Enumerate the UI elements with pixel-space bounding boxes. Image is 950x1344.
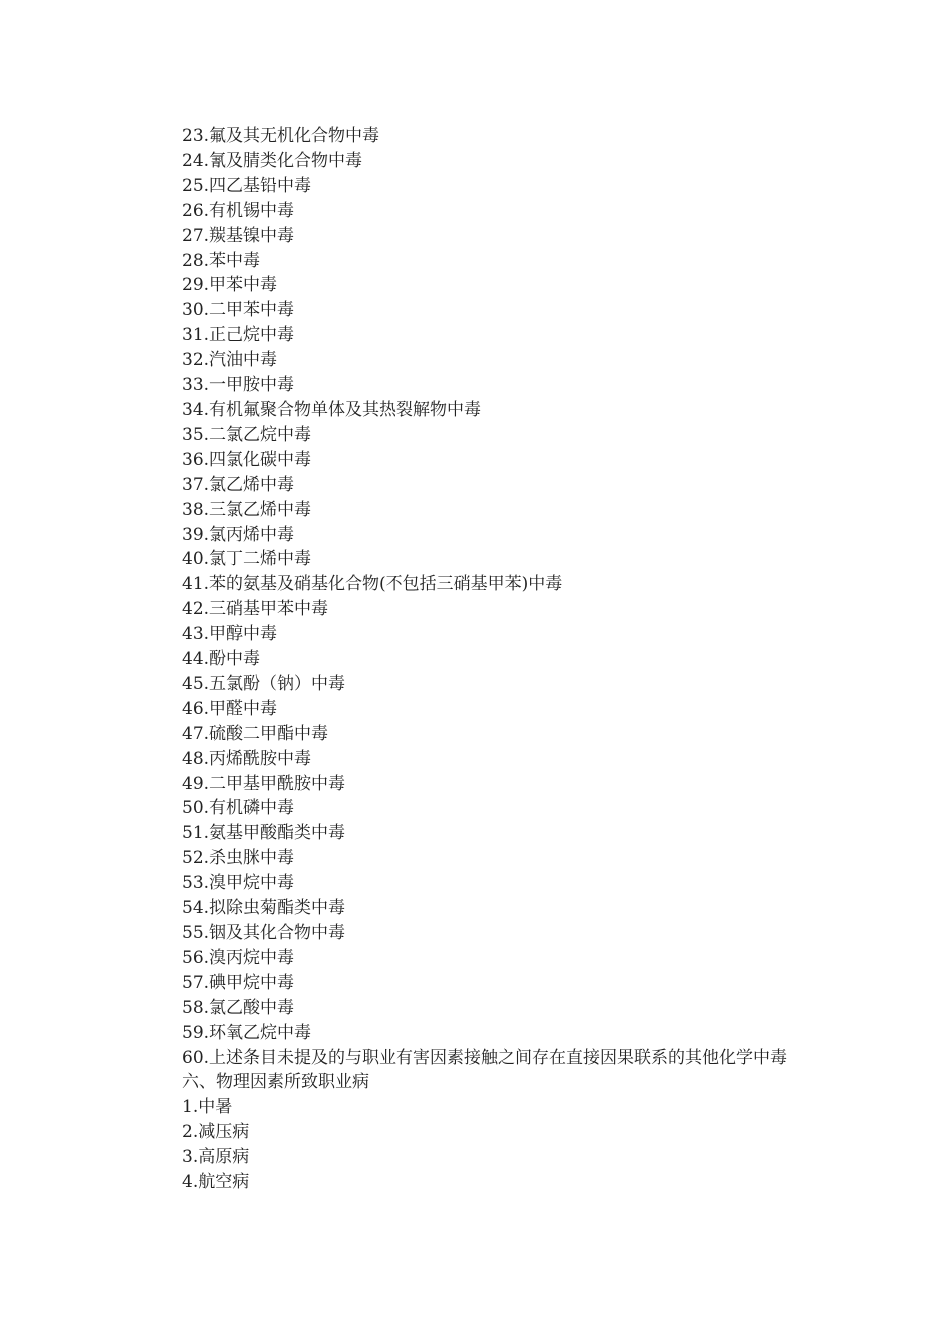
list-item: 38.三氯乙烯中毒: [182, 499, 312, 520]
list-item: 25.四乙基铅中毒: [182, 175, 312, 196]
list-item: 44.酚中毒: [182, 649, 261, 670]
list-item: 50.有机磷中毒: [182, 798, 295, 819]
list-item: 40.氯丁二烯中毒: [182, 549, 312, 570]
list-item: 51.氨基甲酸酯类中毒: [182, 823, 346, 844]
section-heading: 六、物理因素所致职业病: [182, 1072, 369, 1093]
list-item: 48.丙烯酰胺中毒: [182, 748, 312, 769]
list-item: 29.甲苯中毒: [182, 275, 278, 296]
list-item: 58.氯乙酸中毒: [182, 997, 295, 1018]
list-item: 2.减压病: [182, 1122, 250, 1143]
list-item: 43.甲醇中毒: [182, 624, 278, 645]
list-item: 32.汽油中毒: [182, 350, 278, 371]
list-item: 27.羰基镍中毒: [182, 225, 295, 246]
list-item: 57.碘甲烷中毒: [182, 972, 295, 993]
list-item: 56.溴丙烷中毒: [182, 947, 295, 968]
list-item: 35.二氯乙烷中毒: [182, 424, 312, 445]
list-item: 52.杀虫脒中毒: [182, 848, 295, 869]
list-item: 1.中暑: [182, 1097, 233, 1118]
list-item: 45.五氯酚（钠）中毒: [182, 673, 346, 694]
list-item: 60.上述条目未提及的与职业有害因素接触之间存在直接因果联系的其他化学中毒: [182, 1047, 788, 1068]
list-item: 53.溴甲烷中毒: [182, 873, 295, 894]
list-item: 24.氰及腈类化合物中毒: [182, 150, 363, 171]
list-item: 28.苯中毒: [182, 250, 261, 271]
list-item: 37.氯乙烯中毒: [182, 474, 295, 495]
list-item: 47.硫酸二甲酯中毒: [182, 723, 329, 744]
list-item: 39.氯丙烯中毒: [182, 524, 295, 545]
list-item: 30.二甲苯中毒: [182, 300, 295, 321]
list-item: 23.氟及其无机化合物中毒: [182, 126, 380, 146]
list-item: 31.正己烷中毒: [182, 325, 295, 346]
list-item: 54.拟除虫菊酯类中毒: [182, 898, 346, 919]
document-body: [143, 124, 823, 1195]
list-item: 41.苯的氨基及硝基化合物(不包括三硝基甲苯)中毒: [182, 574, 563, 595]
list-item: 4.航空病: [182, 1172, 250, 1193]
list-item: 3.高原病: [182, 1147, 250, 1168]
list-item: 55.铟及其化合物中毒: [182, 923, 346, 943]
list-item: 33.一甲胺中毒: [182, 375, 295, 396]
list-item: 42.三硝基甲苯中毒: [182, 599, 329, 620]
list-item: 36.四氯化碳中毒: [182, 449, 312, 470]
list-item: 26.有机锡中毒: [182, 200, 295, 221]
list-item: 34.有机氟聚合物单体及其热裂解物中毒: [182, 399, 482, 420]
list-item: 46.甲醛中毒: [182, 698, 278, 719]
list-item: 49.二甲基甲酰胺中毒: [182, 773, 346, 794]
list-item: 59.环氧乙烷中毒: [182, 1022, 312, 1043]
